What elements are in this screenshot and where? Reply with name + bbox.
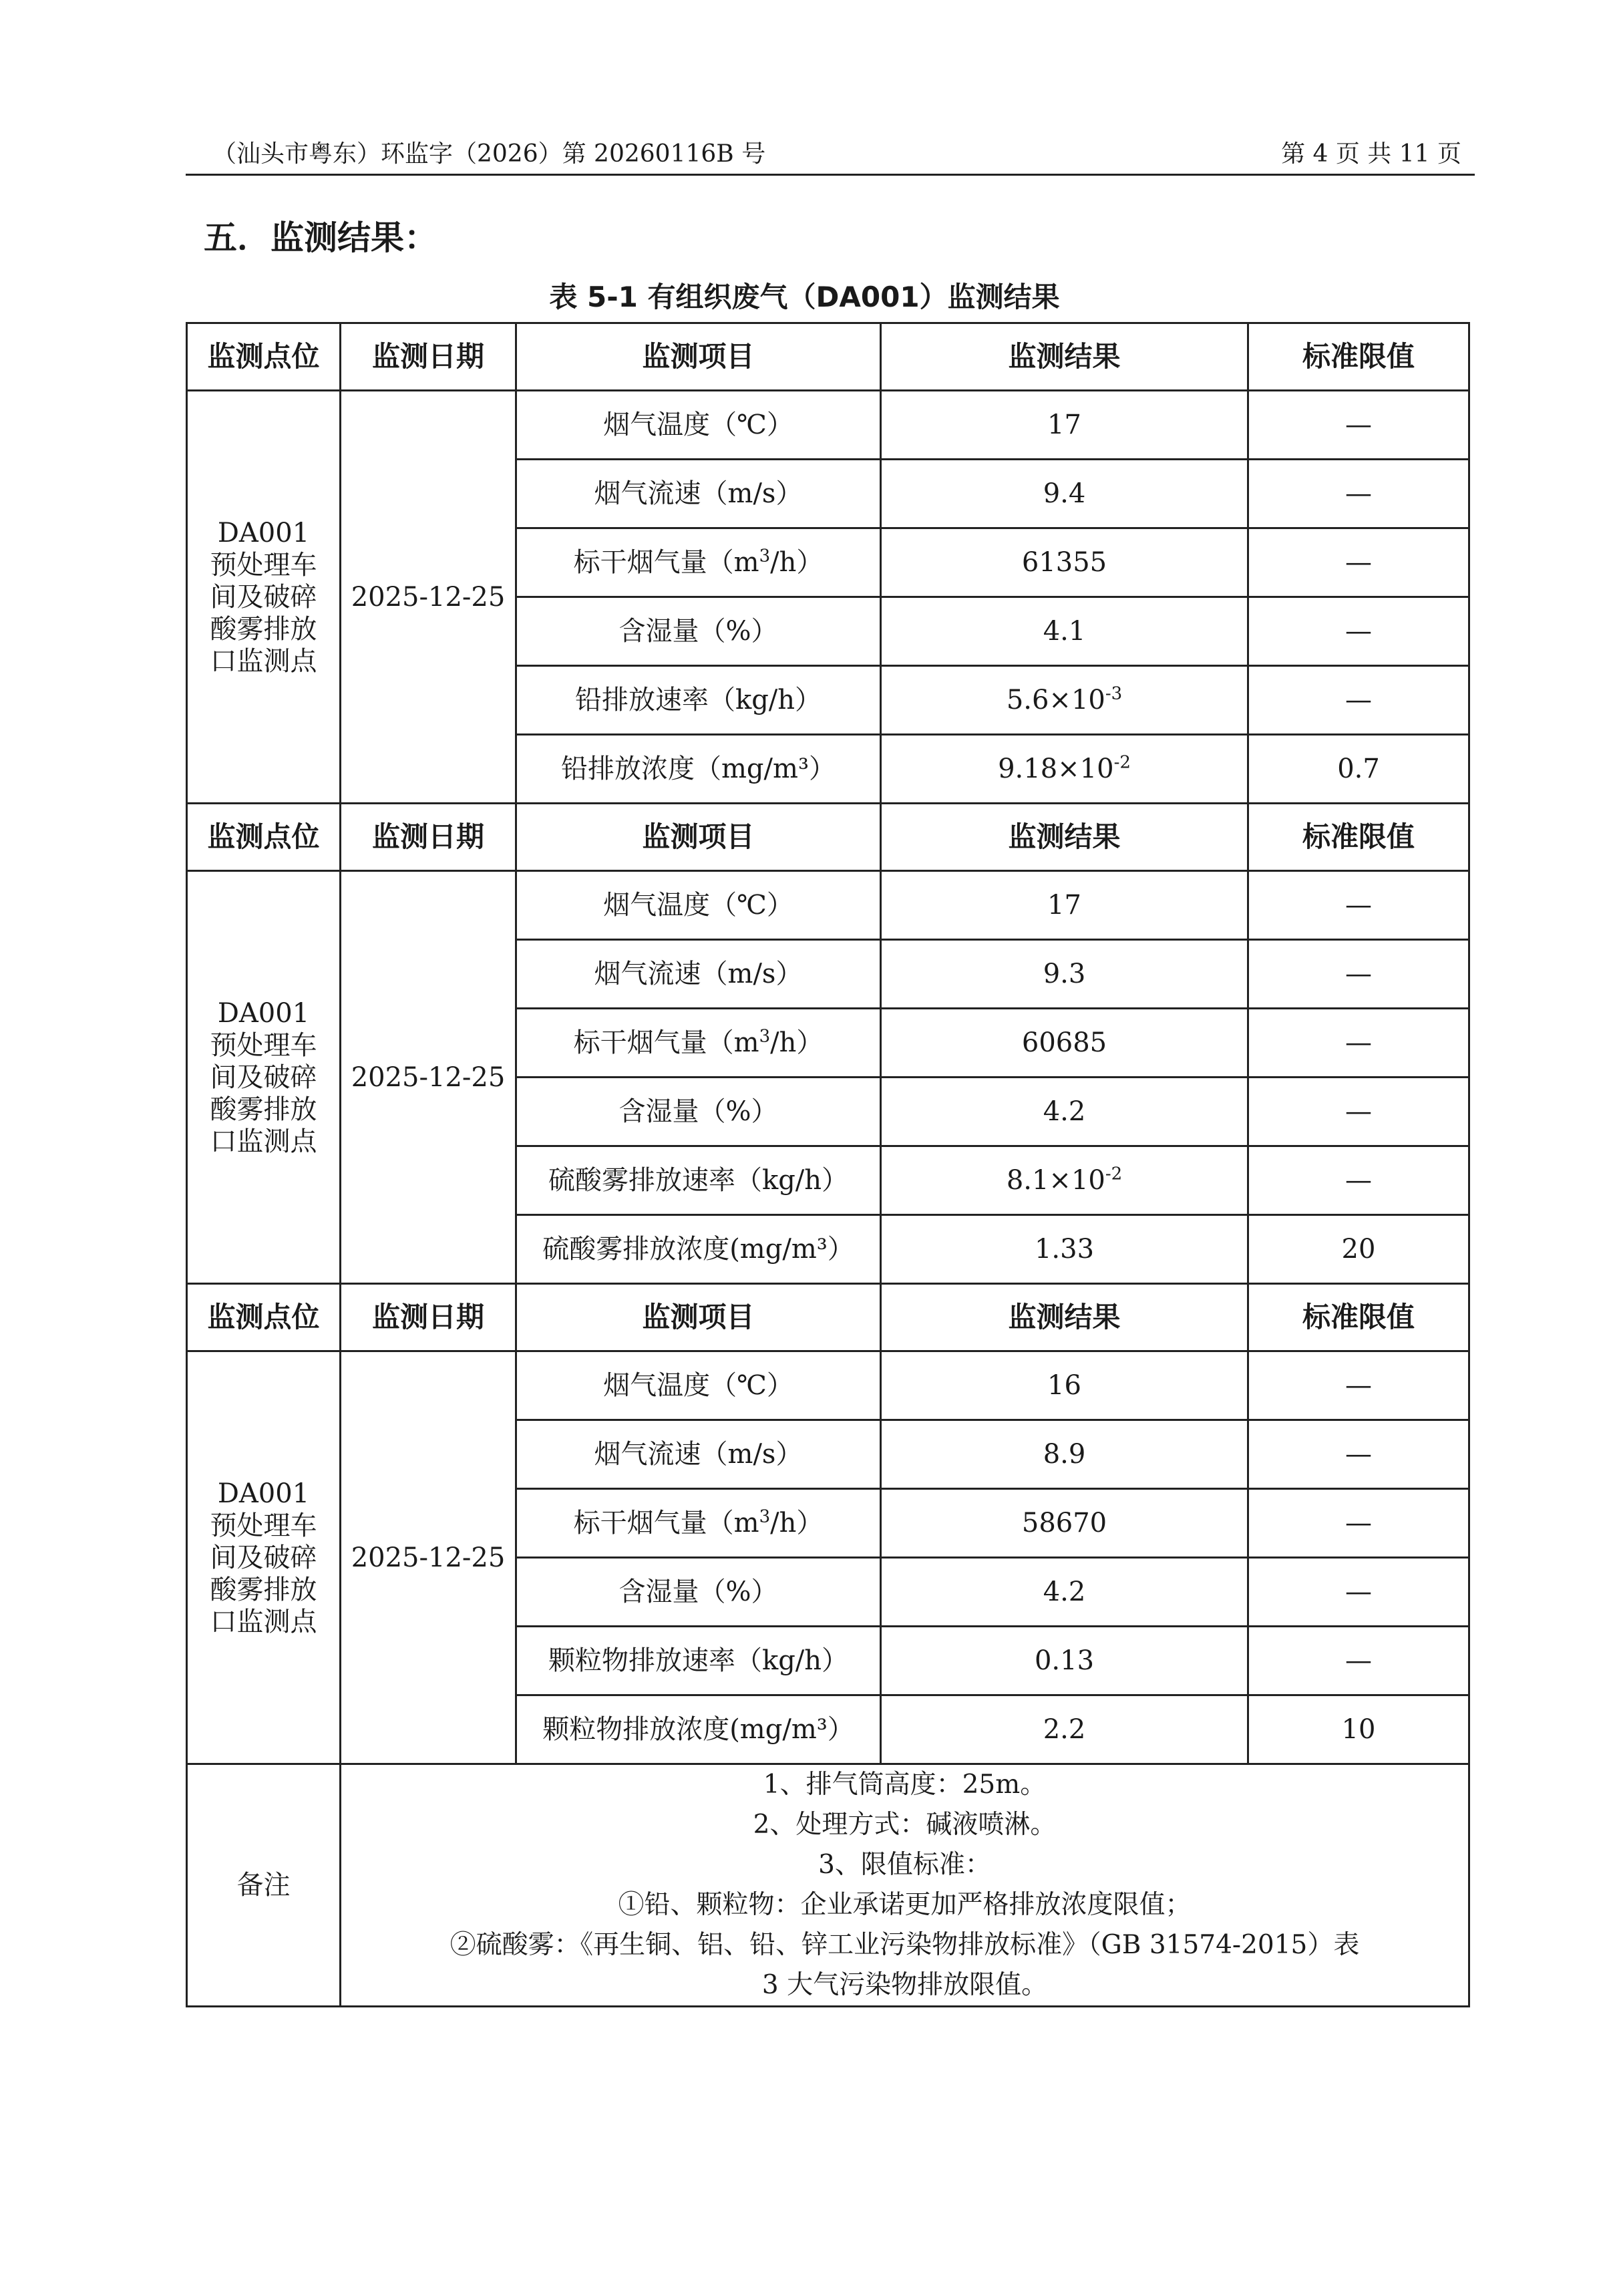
standard-limit-cell: — xyxy=(1248,666,1469,735)
monitoring-point-line: 口监测点 xyxy=(210,1606,317,1637)
monitoring-point-line: 酸雾排放 xyxy=(210,613,317,645)
monitoring-point-line: 间及破碎 xyxy=(210,581,317,613)
table-header-row xyxy=(187,323,1469,391)
monitoring-point-line: 预处理车 xyxy=(210,1510,317,1541)
monitoring-result-cell: 60685 xyxy=(881,1009,1248,1078)
remarks-line: 1、排气筒高度：25m。 xyxy=(763,1770,1047,1800)
monitoring-result-cell: 9.3 xyxy=(881,940,1248,1009)
monitoring-result-cell: 61355 xyxy=(881,528,1248,597)
monitoring-item-cell: 铅排放浓度（mg/m³） xyxy=(516,735,881,804)
monitoring-result-cell: 17 xyxy=(881,391,1248,460)
standard-limit-cell: — xyxy=(1248,528,1469,597)
monitoring-result-cell: 8.9 xyxy=(881,1420,1248,1489)
result-mantissa: 5.6×10 xyxy=(1006,685,1105,715)
monitoring-point-line: 口监测点 xyxy=(210,645,317,677)
standard-limit-cell: 10 xyxy=(1248,1695,1469,1764)
result-exponent: -3 xyxy=(1105,683,1123,704)
section-title: 五．监测结果： xyxy=(204,218,437,257)
item-superscript: 3 xyxy=(759,1026,771,1047)
column-header-result: 监测结果 xyxy=(881,1284,1248,1351)
document-number: （汕头市粤东）环监字（2026）第 20260116B 号 xyxy=(212,140,766,168)
monitoring-point-line: 预处理车 xyxy=(210,1029,317,1061)
monitoring-date-cell: 2025-12-25 xyxy=(341,391,516,804)
results-table-body xyxy=(187,323,1469,2007)
column-header-date: 监测日期 xyxy=(341,323,516,391)
remarks-label: 备注 xyxy=(187,1764,341,2007)
remarks-line: 2、处理方式：碱液喷淋。 xyxy=(753,1810,1057,1840)
monitoring-item-cell: 烟气流速（m/s） xyxy=(516,460,881,528)
monitoring-item-cell: 烟气流速（m/s） xyxy=(516,940,881,1009)
monitoring-date-cell: 2025-12-25 xyxy=(341,871,516,1284)
column-header-item: 监测项目 xyxy=(516,804,881,871)
monitoring-item-cell xyxy=(516,1009,881,1078)
monitoring-point-line: 间及破碎 xyxy=(210,1542,317,1573)
remarks-content xyxy=(341,1764,1469,2007)
monitoring-point-cell xyxy=(187,1351,341,1764)
remarks-line: 3、限值标准： xyxy=(818,1850,991,1880)
monitoring-result-cell xyxy=(881,666,1248,735)
standard-limit-cell: 20 xyxy=(1248,1215,1469,1284)
standard-limit-cell: 0.7 xyxy=(1248,735,1469,804)
monitoring-point-line: DA001 xyxy=(217,1478,310,1509)
item-text: 标干烟气量（m xyxy=(573,1027,759,1058)
column-header-date: 监测日期 xyxy=(341,804,516,871)
column-header-point: 监测点位 xyxy=(187,804,341,871)
standard-limit-cell: — xyxy=(1248,1146,1469,1215)
standard-limit-cell: — xyxy=(1248,1627,1469,1695)
item-text-suffix: /h） xyxy=(770,1508,824,1538)
column-header-item: 监测项目 xyxy=(516,323,881,391)
remarks-line: ①铅、颗粒物：企业承诺更加严格排放浓度限值； xyxy=(618,1890,1192,1920)
monitoring-point-line: 间及破碎 xyxy=(210,1061,317,1093)
column-header-item: 监测项目 xyxy=(516,1284,881,1351)
item-superscript: 3 xyxy=(759,1506,771,1527)
item-text-suffix: /h） xyxy=(770,547,824,578)
table-header-row xyxy=(187,804,1469,871)
monitoring-point-line: 酸雾排放 xyxy=(210,1574,317,1605)
monitoring-result-cell: 4.2 xyxy=(881,1078,1248,1146)
monitoring-item-cell: 烟气温度（℃） xyxy=(516,1351,881,1420)
table-header-row xyxy=(187,1284,1469,1351)
monitoring-item-cell: 烟气温度（℃） xyxy=(516,391,881,460)
result-mantissa: 9.18×10 xyxy=(998,754,1114,784)
column-header-date: 监测日期 xyxy=(341,1284,516,1351)
monitoring-result-cell: 16 xyxy=(881,1351,1248,1420)
result-exponent: -2 xyxy=(1105,1164,1123,1184)
monitoring-item-cell: 颗粒物排放速率（kg/h） xyxy=(516,1627,881,1695)
item-superscript: 3 xyxy=(759,546,771,566)
monitoring-item-cell: 硫酸雾排放速率（kg/h） xyxy=(516,1146,881,1215)
monitoring-result-cell xyxy=(881,735,1248,804)
column-header-limit: 标准限值 xyxy=(1248,1284,1469,1351)
monitoring-result-cell: 4.1 xyxy=(881,597,1248,666)
standard-limit-cell: — xyxy=(1248,1420,1469,1489)
monitoring-item-cell xyxy=(516,528,881,597)
standard-limit-cell: — xyxy=(1248,460,1469,528)
monitoring-result-cell: 1.33 xyxy=(881,1215,1248,1284)
results-table xyxy=(186,322,1470,2007)
result-exponent: -2 xyxy=(1113,752,1131,773)
monitoring-item-cell: 含湿量（%） xyxy=(516,1558,881,1627)
column-header-limit: 标准限值 xyxy=(1248,323,1469,391)
monitoring-point-line: DA001 xyxy=(217,997,310,1029)
monitoring-item-cell: 烟气流速（m/s） xyxy=(516,1420,881,1489)
standard-limit-cell: — xyxy=(1248,871,1469,940)
monitoring-result-cell: 4.2 xyxy=(881,1558,1248,1627)
monitoring-result-cell: 17 xyxy=(881,871,1248,940)
standard-limit-cell: — xyxy=(1248,1078,1469,1146)
standard-limit-cell: — xyxy=(1248,1009,1469,1078)
item-text: 标干烟气量（m xyxy=(573,547,759,578)
monitoring-item-cell: 含湿量（%） xyxy=(516,597,881,666)
table-row xyxy=(187,391,1469,460)
standard-limit-cell: — xyxy=(1248,1558,1469,1627)
column-header-point: 监测点位 xyxy=(187,1284,341,1351)
remarks-line: ②硫酸雾：《再生铜、铝、铅、锌工业污染物排放标准》（GB 31574-2015）表 xyxy=(450,1930,1360,1960)
monitoring-item-cell xyxy=(516,1489,881,1558)
monitoring-result-cell: 2.2 xyxy=(881,1695,1248,1764)
item-text-suffix: /h） xyxy=(770,1027,824,1058)
standard-limit-cell: — xyxy=(1248,597,1469,666)
standard-limit-cell: — xyxy=(1248,391,1469,460)
monitoring-item-cell: 含湿量（%） xyxy=(516,1078,881,1146)
table-title: 表 5-1 有组织废气（DA001）监测结果 xyxy=(549,281,1060,313)
page-header xyxy=(186,134,1475,176)
monitoring-point-cell xyxy=(187,871,341,1284)
monitoring-point-line: 酸雾排放 xyxy=(210,1094,317,1125)
page-number: 第 4 页 共 11 页 xyxy=(1281,140,1461,168)
remarks-line: 3 大气污染物排放限值。 xyxy=(761,1970,1048,2000)
monitoring-item-cell: 铅排放速率（kg/h） xyxy=(516,666,881,735)
table-row xyxy=(187,871,1469,940)
remarks-row xyxy=(187,1764,1469,2007)
standard-limit-cell: — xyxy=(1248,940,1469,1009)
column-header-limit: 标准限值 xyxy=(1248,804,1469,871)
table-row xyxy=(187,1351,1469,1420)
monitoring-result-cell: 0.13 xyxy=(881,1627,1248,1695)
monitoring-item-cell: 颗粒物排放浓度(mg/m³） xyxy=(516,1695,881,1764)
monitoring-result-cell: 9.4 xyxy=(881,460,1248,528)
monitoring-point-line: 预处理车 xyxy=(210,549,317,581)
monitoring-point-line: DA001 xyxy=(217,517,310,548)
result-mantissa: 8.1×10 xyxy=(1006,1165,1105,1196)
column-header-result: 监测结果 xyxy=(881,323,1248,391)
monitoring-item-cell: 烟气温度（℃） xyxy=(516,871,881,940)
column-header-result: 监测结果 xyxy=(881,804,1248,871)
monitoring-result-cell: 58670 xyxy=(881,1489,1248,1558)
column-header-point: 监测点位 xyxy=(187,323,341,391)
standard-limit-cell: — xyxy=(1248,1351,1469,1420)
monitoring-date-cell: 2025-12-25 xyxy=(341,1351,516,1764)
monitoring-result-cell xyxy=(881,1146,1248,1215)
monitoring-point-line: 口监测点 xyxy=(210,1126,317,1157)
standard-limit-cell: — xyxy=(1248,1489,1469,1558)
monitoring-point-cell xyxy=(187,391,341,804)
monitoring-item-cell: 硫酸雾排放浓度(mg/m³） xyxy=(516,1215,881,1284)
item-text: 标干烟气量（m xyxy=(573,1508,759,1538)
